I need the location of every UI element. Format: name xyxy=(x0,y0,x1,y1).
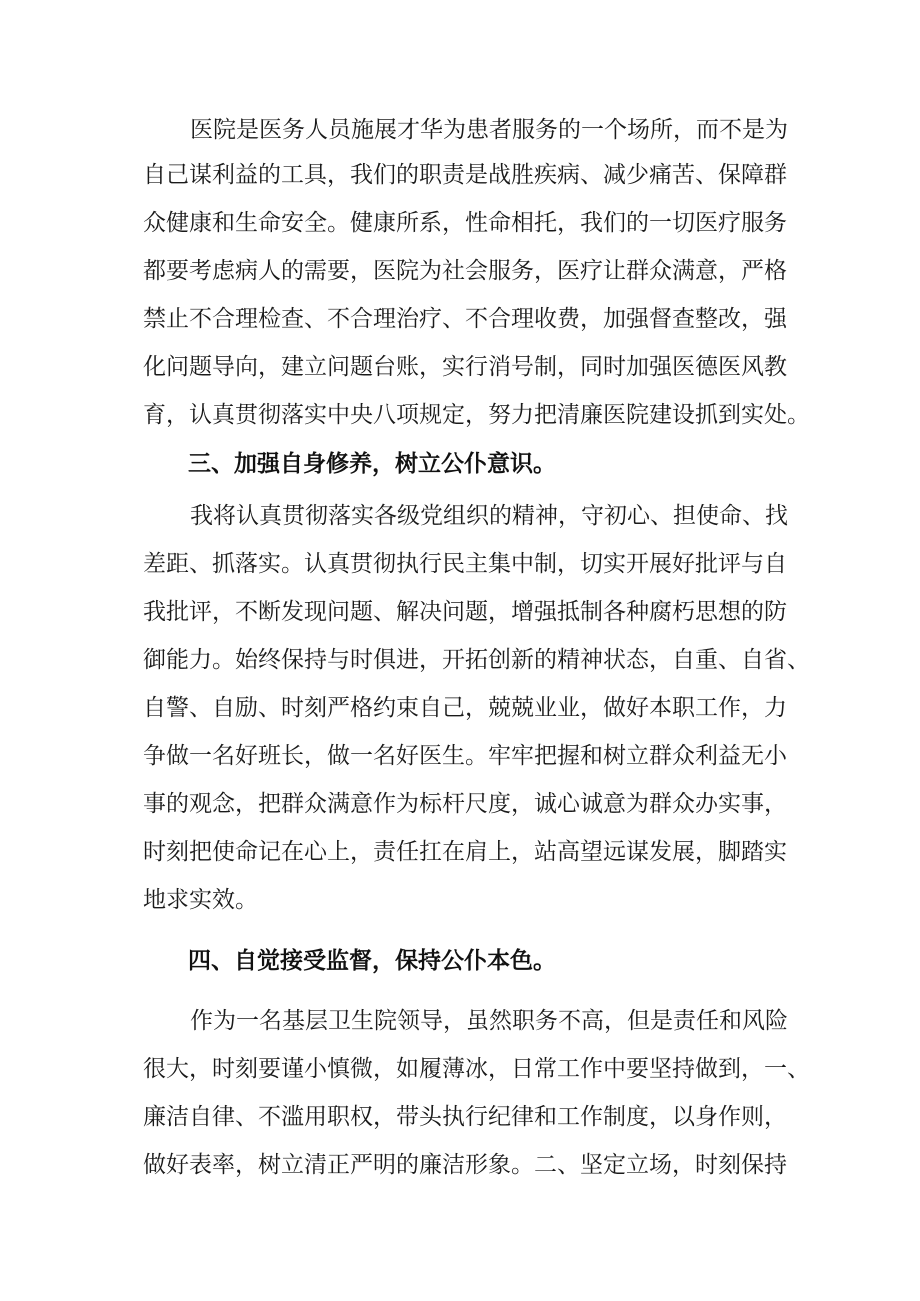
paragraph-2-line-4: 御能力。始终保持与时俱进，开拓创新的精神状态，自重、自省、 xyxy=(143,647,810,673)
paragraph-2-line-5: 自警、自励、时刻严格约束自己，兢兢业业，做好本职工作，力 xyxy=(143,695,787,721)
paragraph-3-line-3: 廉洁自律、不滥用职权，带头执行纪律和工作制度，以身作则， xyxy=(143,1104,787,1130)
paragraph-3-line-4: 做好表率，树立清正严明的廉洁形象。二、坚定立场，时刻保持 xyxy=(143,1152,787,1178)
paragraph-2-line-8: 时刻把使命记在心上，责任扛在肩上，站高望远谋发展，脚踏实 xyxy=(143,839,787,865)
paragraph-2-line-3: 我批评，不断发现问题、解决问题，增强抵制各种腐朽思想的防 xyxy=(143,599,787,625)
paragraph-2-line-9: 地求实效。 xyxy=(143,887,258,913)
paragraph-1-line-7: 育，认真贯彻落实中央八项规定，努力把清廉医院建设抓到实处。 xyxy=(143,402,810,428)
section-heading-4: 四、自觉接受监督，保持公仆本色。 xyxy=(188,948,556,974)
paragraph-2-line-2: 差距、抓落实。认真贯彻执行民主集中制，切实开展好批评与自 xyxy=(143,551,787,577)
paragraph-1-line-2: 自己谋利益的工具，我们的职责是战胜疾病、减少痛苦、保障群 xyxy=(143,162,787,188)
paragraph-2-line-6: 争做一名好班长，做一名好医生。牢牢把握和树立群众利益无小 xyxy=(143,743,787,769)
paragraph-1-line-3: 众健康和生命安全。健康所系，性命相托，我们的一切医疗服务 xyxy=(143,210,787,236)
paragraph-2-line-7: 事的观念，把群众满意作为标杆尺度，诚心诚意为群众办实事， xyxy=(143,791,787,817)
section-heading-3: 三、加强自身修养，树立公仆意识。 xyxy=(188,451,556,477)
paragraph-3-line-1: 作为一名基层卫生院领导，虽然职务不高，但是责任和风险 xyxy=(190,1008,788,1034)
paragraph-1-line-5: 禁止不合理检查、不合理治疗、不合理收费，加强督查整改，强 xyxy=(143,306,787,332)
paragraph-1-line-6: 化问题导向，建立问题台账，实行消号制，同时加强医德医风教 xyxy=(143,354,787,380)
paragraph-2-line-1: 我将认真贯彻落实各级党组织的精神，守初心、担使命、找 xyxy=(190,503,788,529)
paragraph-3-line-2: 很大，时刻要谨小慎微，如履薄冰，日常工作中要坚持做到，一、 xyxy=(143,1056,810,1082)
paragraph-1-line-4: 都要考虑病人的需要，医院为社会服务，医疗让群众满意，严格 xyxy=(143,258,787,284)
paragraph-1-line-1: 医院是医务人员施展才华为患者服务的一个场所，而不是为 xyxy=(190,117,788,143)
